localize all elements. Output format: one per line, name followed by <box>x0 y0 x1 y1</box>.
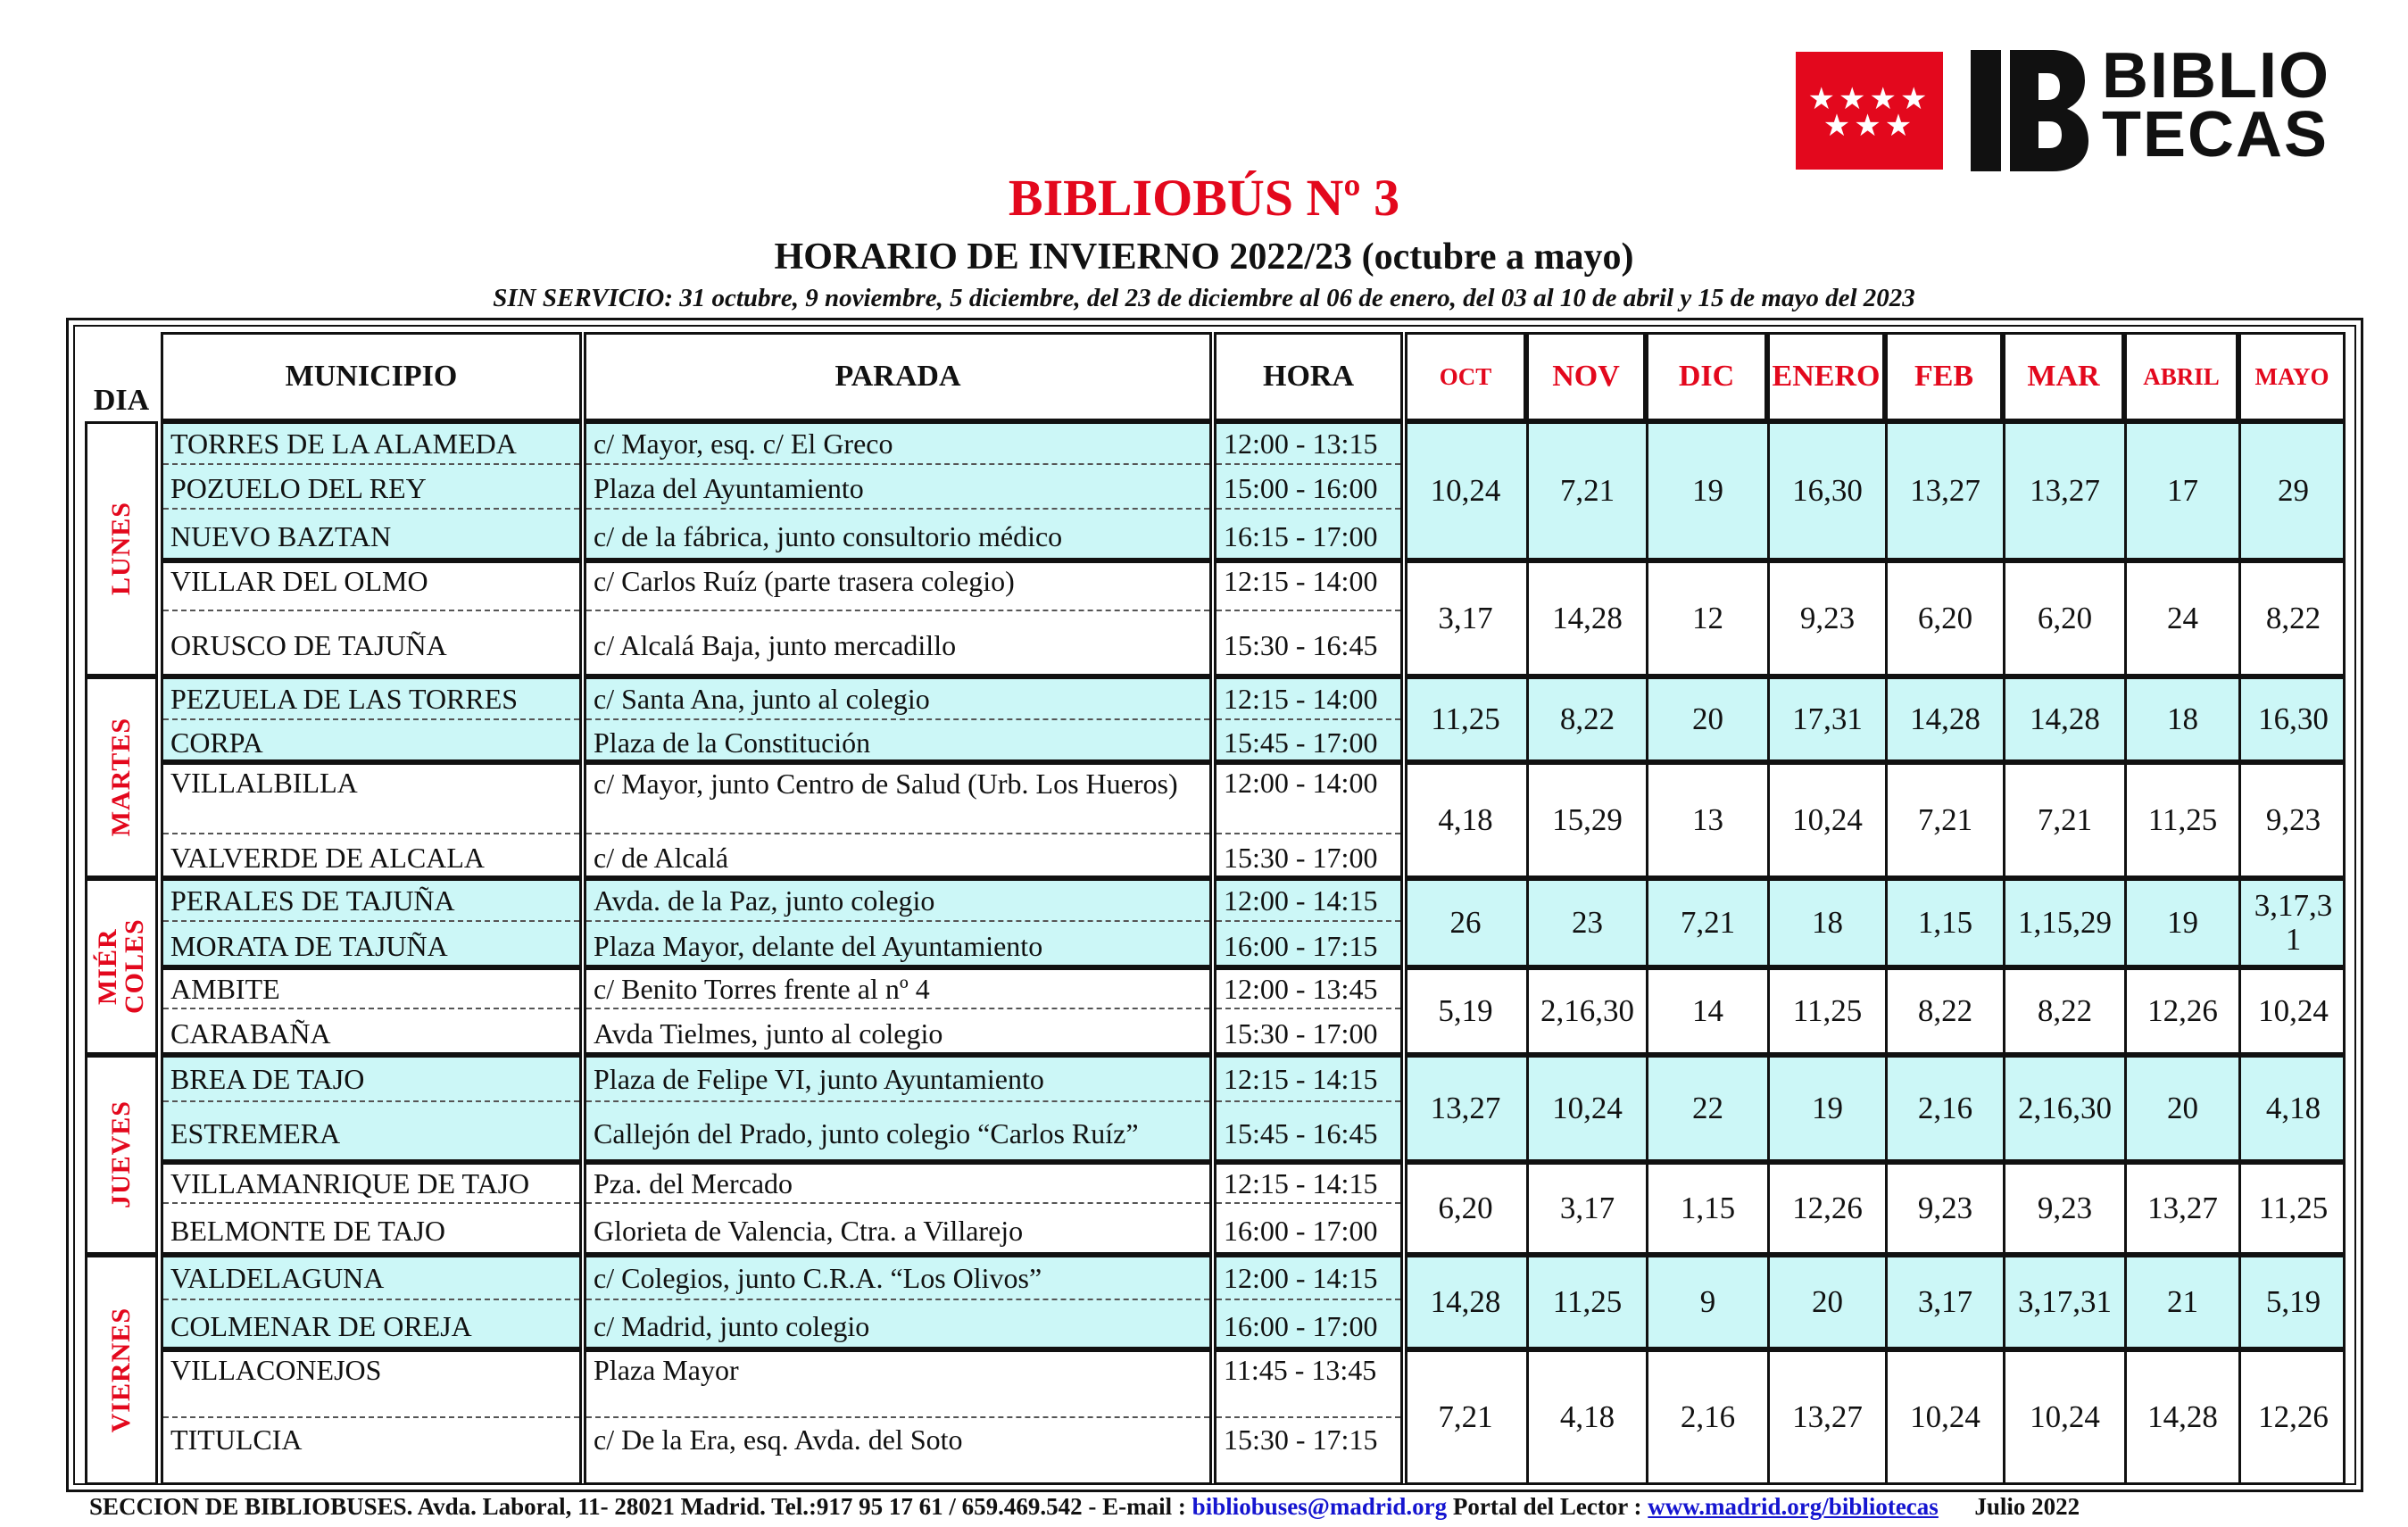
municipio-cell: VILLACONEJOS <box>163 1352 579 1418</box>
date-cell-enero: 17,31 <box>1767 676 1885 762</box>
date-cell-mayo: 29 <box>2238 421 2346 560</box>
date-cell-oct: 11,25 <box>1431 701 1500 736</box>
header-parada: PARADA <box>584 332 1212 421</box>
day-label-4 <box>85 1055 158 1255</box>
hora-cell: 16:00 - 17:15 <box>1224 929 1378 962</box>
wordmark-line-2: TECAS <box>2102 99 2329 170</box>
hora-cell: 15:00 - 16:00 <box>1216 469 1400 510</box>
date-cell-enero: 13,27 <box>1767 1349 1885 1485</box>
day-label-1 <box>85 421 158 676</box>
date-cell-abril: 18 <box>2124 676 2238 762</box>
hora-cell: 15:30 - 17:00 <box>1224 841 1378 874</box>
page-title: BIBLIOBÚS Nº 3 <box>1008 169 1400 227</box>
date-cell-nov: 2,16,30 <box>1526 967 1646 1055</box>
municipio-cell: CARABAÑA <box>170 1017 331 1050</box>
date-cell-oct: 7,21 <box>1438 1399 1493 1434</box>
parada-cell: Plaza de la Constitución <box>594 726 871 759</box>
header-month-mayo: MAYO <box>2238 332 2346 421</box>
bibliotecas-wordmark <box>2102 40 2330 170</box>
header-month-feb: FEB <box>1885 332 2003 421</box>
date-cell-feb: 14,28 <box>1885 676 2003 762</box>
date-cell-mar: 1,15,29 <box>2003 878 2124 967</box>
parada-cell: Pza. del Mercado <box>586 1165 1209 1204</box>
parada-cell: c/ De la Era, esq. Avda. del Soto <box>594 1423 963 1456</box>
date-cell-mayo: 10,24 <box>2238 967 2346 1055</box>
date-cell-abril: 13,27 <box>2124 1162 2238 1255</box>
parada-cell: c/ Madrid, junto colegio <box>594 1309 870 1342</box>
date-cell-feb: 7,21 <box>1885 762 2003 878</box>
date-cell-mayo: 4,18 <box>2238 1055 2346 1162</box>
date-cell-dic: 9 <box>1646 1255 1767 1349</box>
footer-portal-link[interactable]: www.madrid.org/bibliotecas <box>1648 1493 1939 1520</box>
flag-stars: ★★★★ ★★★ <box>1807 81 1931 144</box>
date-cell-oct: 4,18 <box>1438 802 1493 837</box>
parada-cell: c/ Benito Torres frente al nº 4 <box>586 970 1209 1009</box>
header-month-enero: ENERO <box>1767 332 1885 421</box>
service-notice: SIN SERVICIO: 31 octubre, 9 noviembre, 5 diciembre, del 23 de diciembre al 06 de enero, del 03 al 10 de abril y 15 de mayo del 2023 <box>493 284 1915 312</box>
parada-cell: Glorieta de Valencia, Ctra. a Villarejo <box>594 1214 1024 1247</box>
date-cell-mar: 9,23 <box>2003 1162 2124 1255</box>
date-cell-mayo: 8,22 <box>2238 560 2346 676</box>
date-cell-feb: 8,22 <box>1885 967 2003 1055</box>
date-cell-feb: 13,27 <box>1885 421 2003 560</box>
hora-cell: 16:00 - 17:00 <box>1224 1309 1378 1342</box>
date-cell-nov: 23 <box>1526 878 1646 967</box>
header-month-mar: MAR <box>2003 332 2124 421</box>
day-label-2 <box>85 676 158 878</box>
date-cell-mayo: 5,19 <box>2238 1255 2346 1349</box>
date-cell-mar: 8,22 <box>2003 967 2124 1055</box>
date-cell-mar: 6,20 <box>2003 560 2124 676</box>
footer <box>89 1493 2080 1521</box>
date-cell-dic: 14 <box>1646 967 1767 1055</box>
date-cell-enero: 12,26 <box>1767 1162 1885 1255</box>
page-subtitle: HORARIO DE INVIERNO 2022/23 (octubre a mayo) <box>774 237 1634 278</box>
date-cell-nov: 14,28 <box>1526 560 1646 676</box>
date-cell-oct: 5,19 <box>1438 993 1493 1028</box>
date-cell-nov: 11,25 <box>1526 1255 1646 1349</box>
municipio-cell: BREA DE TAJO <box>163 1058 579 1102</box>
parada-cell: c/ Alcalá Baja, junto mercadillo <box>594 628 957 661</box>
header-month-dic: DIC <box>1646 332 1767 421</box>
date-cell-oct: 14,28 <box>1430 1284 1501 1319</box>
parada-cell: c/ Santa Ana, junto al colegio <box>586 679 1209 720</box>
hora-cell: 16:15 - 17:00 <box>1224 519 1378 552</box>
hora-cell: 12:00 - 14:00 <box>1216 765 1400 834</box>
parada-cell: Plaza del Ayuntamiento <box>586 469 1209 510</box>
municipio-cell: BELMONTE DE TAJO <box>170 1214 445 1247</box>
parada-cell: c/ Colegios, junto C.R.A. “Los Olivos” <box>586 1257 1209 1300</box>
municipio-cell: CORPA <box>170 726 263 759</box>
hora-cell: 16:00 - 17:00 <box>1224 1214 1378 1247</box>
header-dia: DIA <box>93 384 150 417</box>
date-cell-mar: 3,17,31 <box>2003 1255 2124 1349</box>
date-cell-dic: 1,15 <box>1646 1162 1767 1255</box>
parada-cell: Plaza Mayor <box>586 1352 1209 1418</box>
date-cell-enero: 11,25 <box>1767 967 1885 1055</box>
date-cell-feb: 1,15 <box>1885 878 2003 967</box>
date-cell-nov: 15,29 <box>1526 762 1646 878</box>
date-cell-mayo: 16,30 <box>2238 676 2346 762</box>
municipio-cell: NUEVO BAZTAN <box>170 519 392 552</box>
hora-cell: 15:30 - 17:00 <box>1224 1017 1378 1050</box>
date-cell-mar: 2,16,30 <box>2003 1055 2124 1162</box>
date-cell-feb: 6,20 <box>1885 560 2003 676</box>
parada-cell: Plaza de Felipe VI, junto Ayuntamiento <box>586 1058 1209 1102</box>
parada-cell: Callejón del Prado, junto colegio “Carlos Ruíz” <box>594 1116 1139 1149</box>
footer-spacer <box>1939 1493 1975 1520</box>
date-cell-enero: 18 <box>1767 878 1885 967</box>
hora-cell: 11:45 - 13:45 <box>1216 1352 1400 1418</box>
municipio-cell: VALDELAGUNA <box>163 1257 579 1300</box>
hora-cell: 15:30 - 17:15 <box>1224 1423 1378 1456</box>
parada-cell: Plaza Mayor, delante del Ayuntamiento <box>594 929 1043 962</box>
day-label-text: JUEVES <box>106 1100 136 1209</box>
date-cell-oct: 3,17 <box>1438 601 1493 635</box>
municipio-cell: VILLAMANRIQUE DE TAJO <box>163 1165 579 1204</box>
day-label-text: VIERNES <box>106 1307 136 1433</box>
date-cell-mayo: 11,25 <box>2238 1162 2346 1255</box>
footer-address: SECCION DE BIBLIOBUSES. Avda. Laboral, 11- 28021 Madrid. Tel.:917 95 17 61 / 659.469.542 - E-mail : <box>89 1493 1192 1520</box>
date-cell-enero: 9,23 <box>1767 560 1885 676</box>
header-month-nov: NOV <box>1526 332 1646 421</box>
hora-cell: 15:45 - 16:45 <box>1224 1116 1378 1149</box>
date-cell-nov: 7,21 <box>1526 421 1646 560</box>
bibliotecas-b-logo <box>1971 50 2088 171</box>
header-hora: HORA <box>1214 332 1403 421</box>
municipio-cell: VALVERDE DE ALCALA <box>170 841 486 874</box>
date-cell-nov: 10,24 <box>1526 1055 1646 1162</box>
date-cell-abril: 11,25 <box>2124 762 2238 878</box>
parada-cell: c/ Mayor, esq. c/ El Greco <box>586 424 1209 465</box>
parada-cell: c/ de la fábrica, junto consultorio médico <box>594 519 1063 552</box>
parada-cell: Avda Tielmes, junto al colegio <box>594 1017 943 1050</box>
header-month-abril: ABRIL <box>2124 332 2238 421</box>
date-cell-mayo: 12,26 <box>2238 1349 2346 1485</box>
parada-cell: c/ de Alcalá <box>594 841 729 874</box>
day-label-5 <box>85 1255 158 1485</box>
date-cell-oct: 26 <box>1449 905 1482 940</box>
date-cell-enero: 20 <box>1767 1255 1885 1349</box>
footer-date: Julio 2022 <box>1974 1493 2080 1520</box>
date-cell-feb: 10,24 <box>1885 1349 2003 1485</box>
date-cell-abril: 14,28 <box>2124 1349 2238 1485</box>
date-cell-dic: 2,16 <box>1646 1349 1767 1485</box>
comunidad-madrid-flag-logo <box>1796 52 1943 170</box>
day-label-text: MARTES <box>106 718 136 837</box>
date-cell-abril: 21 <box>2124 1255 2238 1349</box>
municipio-cell: ORUSCO DE TAJUÑA <box>170 628 447 661</box>
hora-cell: 12:00 - 13:15 <box>1216 424 1400 465</box>
date-cell-abril: 24 <box>2124 560 2238 676</box>
date-cell-feb: 2,16 <box>1885 1055 2003 1162</box>
municipio-cell: VILLALBILLA <box>163 765 579 834</box>
date-cell-feb: 3,17 <box>1885 1255 2003 1349</box>
footer-email-link[interactable]: bibliobuses@madrid.org <box>1192 1493 1448 1520</box>
date-cell-abril: 17 <box>2124 421 2238 560</box>
municipio-cell: TITULCIA <box>170 1423 303 1456</box>
hora-cell: 12:00 - 13:45 <box>1216 970 1400 1009</box>
date-cell-dic: 19 <box>1646 421 1767 560</box>
parada-cell: c/ Mayor, junto Centro de Salud (Urb. Los Hueros) <box>586 765 1209 834</box>
hora-cell: 12:00 - 14:15 <box>1216 1257 1400 1300</box>
hora-cell: 12:15 - 14:00 <box>1216 679 1400 720</box>
date-cell-oct: 13,27 <box>1430 1091 1501 1125</box>
parada-cell: Avda. de la Paz, junto colegio <box>586 881 1209 922</box>
date-cell-dic: 13 <box>1646 762 1767 878</box>
header-municipio: MUNICIPIO <box>161 332 582 421</box>
hora-cell: 12:15 - 14:00 <box>1216 563 1400 611</box>
date-cell-dic: 12 <box>1646 560 1767 676</box>
municipio-cell: MORATA DE TAJUÑA <box>170 929 448 962</box>
municipio-cell: PERALES DE TAJUÑA <box>163 881 579 922</box>
day-label-text: LUNES <box>106 502 136 596</box>
municipio-cell: ESTREMERA <box>170 1116 341 1149</box>
date-cell-dic: 22 <box>1646 1055 1767 1162</box>
date-cell-feb: 9,23 <box>1885 1162 2003 1255</box>
date-cell-abril: 12,26 <box>2124 967 2238 1055</box>
hora-cell: 12:15 - 14:15 <box>1216 1058 1400 1102</box>
municipio-cell: POZUELO DEL REY <box>163 469 579 510</box>
date-cell-enero: 16,30 <box>1767 421 1885 560</box>
day-label-text: MIÉR COLES <box>93 918 149 1015</box>
date-cell-nov: 3,17 <box>1526 1162 1646 1255</box>
footer-portal-label: Portal del Lector : <box>1447 1493 1648 1520</box>
municipio-cell: AMBITE <box>163 970 579 1009</box>
date-cell-abril: 20 <box>2124 1055 2238 1162</box>
hora-cell: 12:00 - 14:15 <box>1216 881 1400 922</box>
date-cell-enero: 19 <box>1767 1055 1885 1162</box>
date-cell-mar: 14,28 <box>2003 676 2124 762</box>
hora-cell: 15:30 - 16:45 <box>1224 628 1378 661</box>
date-cell-nov: 8,22 <box>1526 676 1646 762</box>
municipio-cell: COLMENAR DE OREJA <box>170 1309 472 1342</box>
municipio-cell: VILLAR DEL OLMO <box>163 563 579 611</box>
day-label-3 <box>85 878 158 1055</box>
hora-cell: 15:45 - 17:00 <box>1224 726 1378 759</box>
date-cell-oct: 10,24 <box>1430 473 1501 508</box>
municipio-cell: TORRES DE LA ALAMEDA <box>163 424 579 465</box>
date-cell-mayo: 9,23 <box>2238 762 2346 878</box>
date-cell-abril: 19 <box>2124 878 2238 967</box>
date-cell-oct: 6,20 <box>1438 1191 1493 1225</box>
date-cell-dic: 7,21 <box>1646 878 1767 967</box>
header-month-oct: OCT <box>1405 332 1526 421</box>
municipio-cell: PEZUELA DE LAS TORRES <box>163 679 579 720</box>
date-cell-mar: 10,24 <box>2003 1349 2124 1485</box>
date-cell-mar: 7,21 <box>2003 762 2124 878</box>
date-cell-dic: 20 <box>1646 676 1767 762</box>
hora-cell: 12:15 - 14:15 <box>1216 1165 1400 1204</box>
wordmark-line-1: BIBLIO <box>2102 40 2330 112</box>
date-cell-enero: 10,24 <box>1767 762 1885 878</box>
date-cell-mayo: 3,17,31 <box>2238 878 2346 967</box>
date-cell-mar: 13,27 <box>2003 421 2124 560</box>
date-cell-nov: 4,18 <box>1526 1349 1646 1485</box>
parada-cell: c/ Carlos Ruíz (parte trasera colegio) <box>586 563 1209 611</box>
